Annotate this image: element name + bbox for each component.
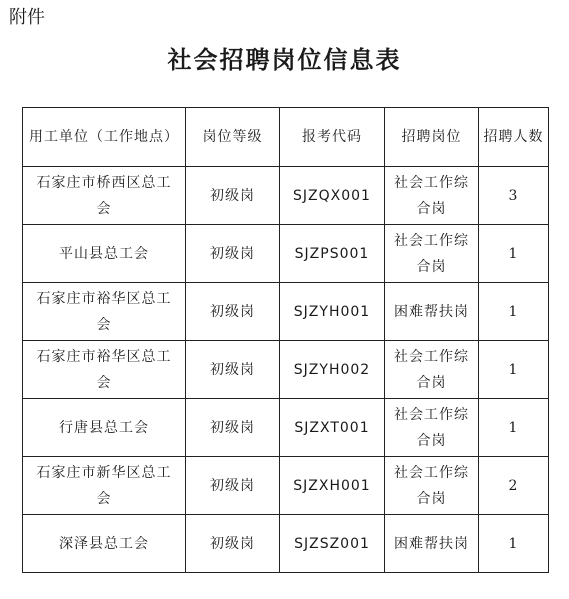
cell-level: 初级岗 bbox=[186, 399, 280, 457]
cell-position: 社会工作综合岗 bbox=[385, 167, 479, 225]
table-row bbox=[23, 457, 549, 515]
cell-count: 1 bbox=[479, 341, 549, 399]
cell-position: 社会工作综合岗 bbox=[385, 399, 479, 457]
header-position: 招聘岗位 bbox=[385, 108, 479, 167]
cell-count: 1 bbox=[479, 399, 549, 457]
cell-position: 困难帮扶岗 bbox=[385, 283, 479, 341]
header-level: 岗位等级 bbox=[186, 108, 280, 167]
cell-code: SJZPS001 bbox=[280, 225, 385, 283]
cell-count: 1 bbox=[479, 283, 549, 341]
header-count: 招聘人数 bbox=[479, 108, 549, 167]
cell-level: 初级岗 bbox=[186, 167, 280, 225]
cell-level: 初级岗 bbox=[186, 283, 280, 341]
recruitment-table bbox=[22, 107, 549, 573]
table-row bbox=[23, 399, 549, 457]
cell-unit: 石家庄市桥西区总工会 bbox=[23, 167, 186, 225]
cell-position: 社会工作综合岗 bbox=[385, 341, 479, 399]
cell-count: 3 bbox=[479, 167, 549, 225]
table-row bbox=[23, 167, 549, 225]
table-header-row bbox=[23, 108, 549, 167]
cell-count: 1 bbox=[479, 225, 549, 283]
cell-code: SJZSZ001 bbox=[280, 515, 385, 573]
cell-level: 初级岗 bbox=[186, 515, 280, 573]
cell-unit: 深泽县总工会 bbox=[23, 515, 186, 573]
cell-position: 社会工作综合岗 bbox=[385, 457, 479, 515]
cell-count: 2 bbox=[479, 457, 549, 515]
cell-code: SJZYH002 bbox=[280, 341, 385, 399]
cell-unit: 石家庄市裕华区总工会 bbox=[23, 341, 186, 399]
document-title: 社会招聘岗位信息表 bbox=[167, 45, 402, 74]
cell-level: 初级岗 bbox=[186, 225, 280, 283]
cell-code: SJZYH001 bbox=[280, 283, 385, 341]
attachment-label: 附件 bbox=[9, 7, 45, 28]
cell-position: 社会工作综合岗 bbox=[385, 225, 479, 283]
cell-code: SJZXT001 bbox=[280, 399, 385, 457]
header-unit: 用工单位（工作地点） bbox=[23, 108, 186, 167]
cell-unit: 石家庄市新华区总工会 bbox=[23, 457, 186, 515]
cell-code: SJZQX001 bbox=[280, 167, 385, 225]
header-code: 报考代码 bbox=[280, 108, 385, 167]
cell-count: 1 bbox=[479, 515, 549, 573]
cell-level: 初级岗 bbox=[186, 457, 280, 515]
cell-code: SJZXH001 bbox=[280, 457, 385, 515]
table-row bbox=[23, 225, 549, 283]
cell-unit: 平山县总工会 bbox=[23, 225, 186, 283]
table-row bbox=[23, 341, 549, 399]
cell-position: 困难帮扶岗 bbox=[385, 515, 479, 573]
cell-unit: 石家庄市裕华区总工会 bbox=[23, 283, 186, 341]
table-row bbox=[23, 283, 549, 341]
cell-unit: 行唐县总工会 bbox=[23, 399, 186, 457]
cell-level: 初级岗 bbox=[186, 341, 280, 399]
table-row bbox=[23, 515, 549, 573]
